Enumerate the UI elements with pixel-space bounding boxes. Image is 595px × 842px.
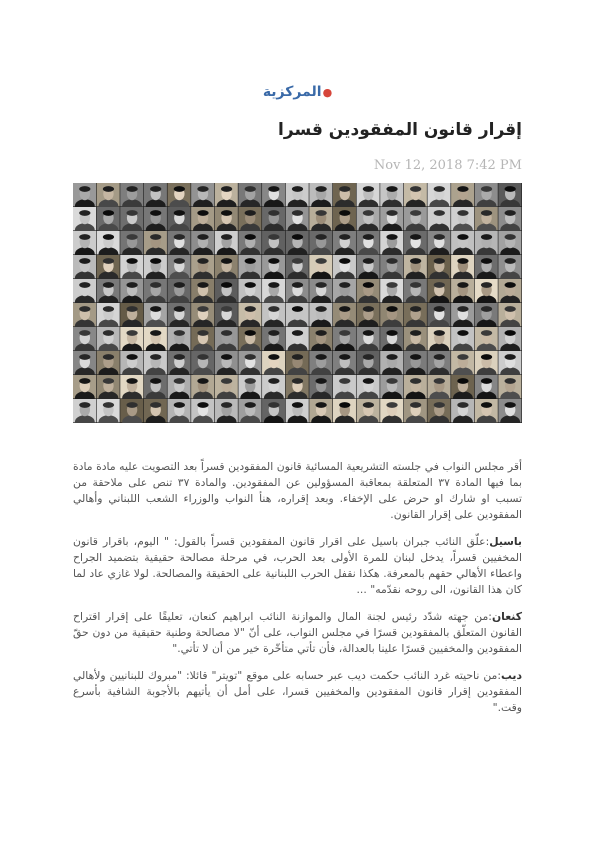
portrait-tile — [333, 399, 356, 423]
portrait-tile — [168, 399, 191, 423]
site-logo[interactable] — [0, 84, 595, 100]
paragraph-text: :من جهته شدّد رئيس لجنة المال والموازنة النائب ابراهيم كنعان، تعليقًا على إقرار اقتراح القانون المتعلّق بالمفقودين قسرًا في مجلس النواب، على أنّ "لا مصالحة وطنية حقيقية من دون حقّ المفقودين والمخفيين قسرًا علينا بالعدالة، فأن تأتي متأخّرة خير من أن لا تأتي." — [73, 610, 522, 655]
article-paragraph — [73, 668, 522, 716]
portrait-tile — [404, 399, 427, 423]
paragraph-lead: ديب — [500, 669, 522, 682]
portrait-tile — [380, 399, 403, 423]
portrait-tile — [97, 399, 120, 423]
article-paragraph — [73, 609, 522, 657]
article-photo — [73, 183, 522, 423]
portrait-tile — [427, 399, 450, 423]
paragraph-text: :علّق النائب جبران باسيل على اقرار قانون المفقودين قسراً بالقول: " اليوم، باقرار قانون المخفيين قسراً، يدخل لبنان للمرة الأولى بعد الحرب، في مرحلة مصالحة حقيقية بتضميد الجراح واعطاء الأهالي حقهم بالمعرفة. هكذا نقفل الحرب اللبنانية على الحقيقة والمصالحة. لولا غازي عاد لما كان هذا القانون، الى روحه نقدّمه" ... — [73, 535, 522, 596]
portrait-tile — [215, 399, 238, 423]
paragraph-text: :من ناحيته غرد النائب حكمت ديب عبر حسابه على موقع "تويتر" قائلا: "مبروك للبنانيين ولأهالي المفقودين إقرار قانون المفقودين والمخفيين قسرا، على أمل أن يأتيهم بالأجوبة الشافية بأسرع وقت." — [73, 669, 522, 714]
portrait-tile — [262, 399, 285, 423]
article-paragraph — [73, 459, 522, 523]
paragraph-lead: كنعان — [491, 610, 522, 623]
logo-text: المركزية — [262, 84, 322, 100]
portrait-tile — [238, 399, 261, 423]
paragraph-lead: باسيل — [489, 535, 522, 548]
article-title: إقرار قانون المفقودين قسرا — [278, 120, 522, 140]
portrait-tile — [309, 399, 332, 423]
article-date: Nov 12, 2018 7:42 PM — [373, 158, 522, 173]
portrait-tile — [475, 399, 498, 423]
portrait-tile — [191, 399, 214, 423]
logo-mark-icon: ● — [322, 86, 333, 99]
portrait-tile — [73, 399, 96, 423]
portrait-tile — [357, 399, 380, 423]
portrait-tile — [286, 399, 309, 423]
portrait-tile — [144, 399, 167, 423]
article-body — [73, 459, 522, 727]
article-paragraph — [73, 534, 522, 598]
portrait-tile — [451, 399, 474, 423]
portrait-mosaic-image — [73, 183, 522, 423]
portrait-tile — [498, 399, 521, 423]
paragraph-text: أقر مجلس النواب في جلسته التشريعية المسائية قانون المفقودين قسراً بعد التصويت عليه مادة مادة بما فيها المادة ٣٧ المتعلقة بمعاقبة المسؤولين عن المفقودين. والمادة ٣٧ تنص على ملاحقة من تسبب او شارك او حرض على الإخفاء. وبعد إقراره، هنأ النواب والوزراء الشعب اللبناني وأهالي المفقودين على إقرار القانون. — [73, 460, 522, 521]
portrait-tile — [120, 399, 143, 423]
